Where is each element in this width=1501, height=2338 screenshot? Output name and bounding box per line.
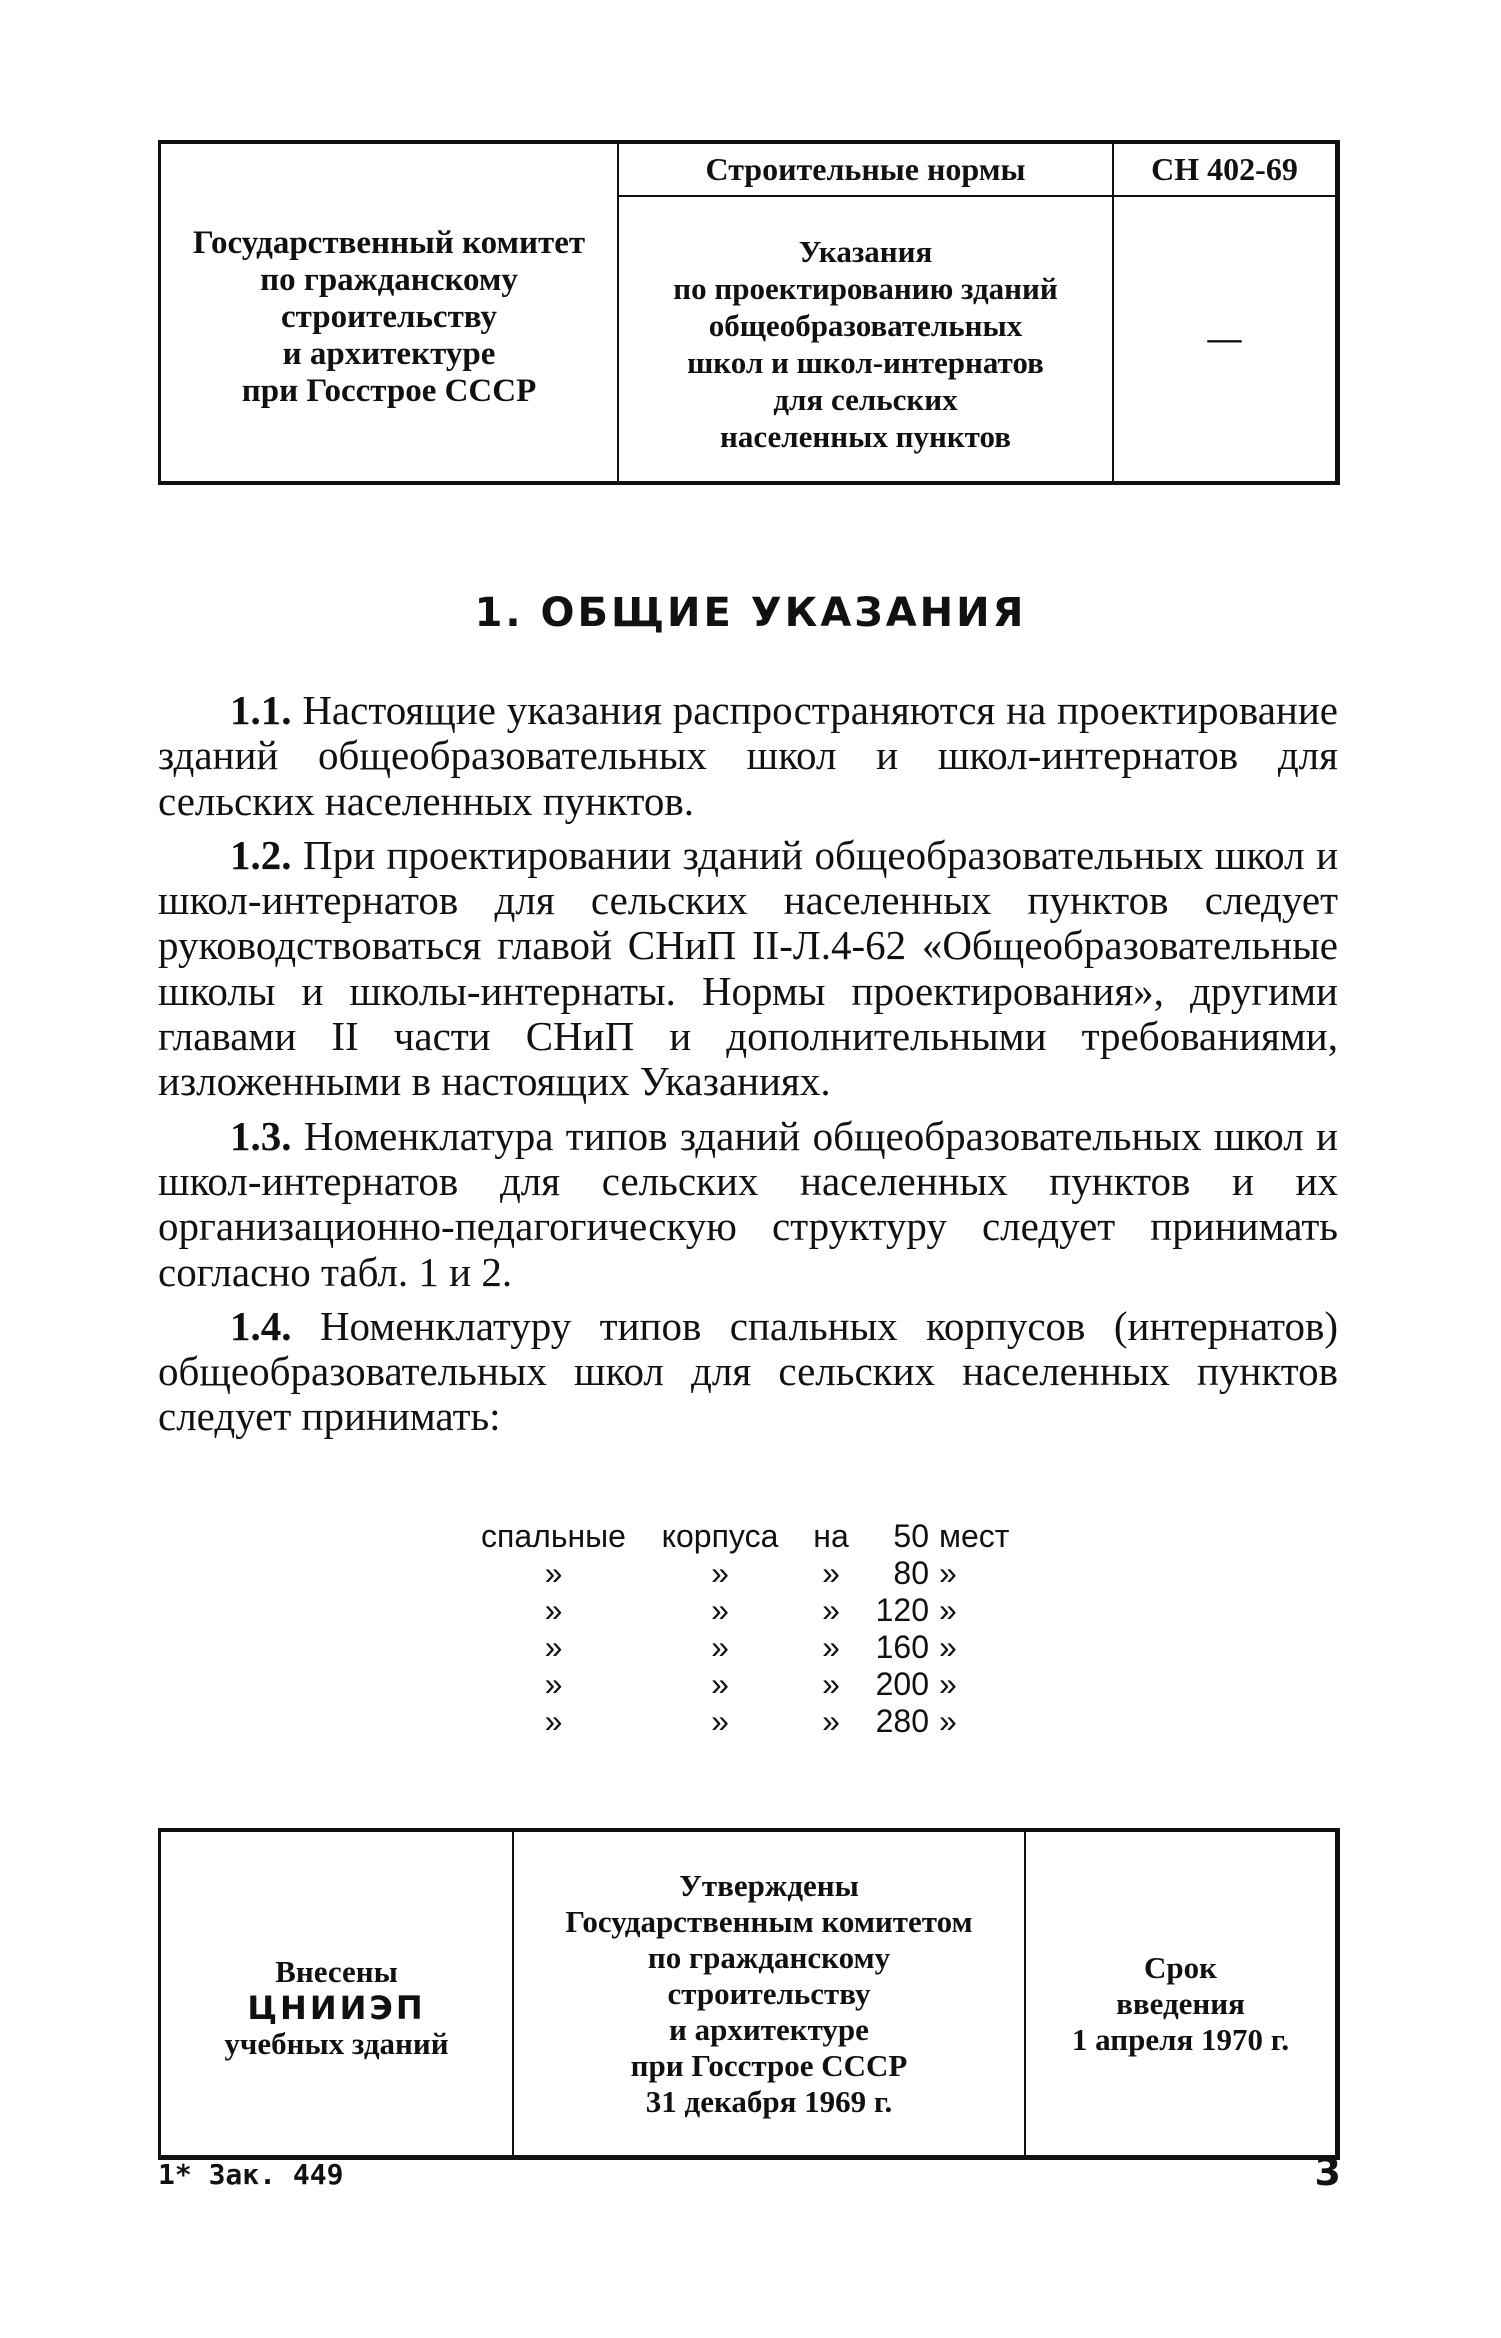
list-cell: 50: [893, 1518, 929, 1554]
code-cell: [1114, 144, 1335, 481]
list-cell: »: [544, 1666, 563, 1702]
list-cell: »: [544, 1629, 563, 1665]
list-cell: »: [939, 1703, 957, 1739]
committee-line: Государственный комитет: [192, 225, 586, 261]
list-row: [470, 1555, 1029, 1592]
section-title: 1. ОБЩИЕ УКАЗАНИЯ: [474, 590, 1027, 636]
list-cell: 120: [875, 1592, 929, 1628]
committee-line: при Госстрое СССР: [241, 373, 537, 409]
list-cell: корпуса: [661, 1518, 779, 1554]
committee-line: строительству: [280, 299, 497, 335]
paragraph-text: При проектировании зданий общеобразовательных школ и школ-интернатов для сельских населенных пунктов следует руководствоваться главой СНиП II-Л.4-62 «Общеобразовательные школы и школы-интернаты. Нормы проектирования», другими главами II части СНиП и дополнительными требованиями, изложенными в настоящих Указаниях.: [158, 831, 1339, 1105]
paragraph-text: Номенклатуру типов спальных корпусов (интернатов) общеобразовательных школ для сельских населенных пунктов следует принимать:: [158, 1302, 1338, 1440]
term-line: 1 апреля 1970 г.: [1071, 2021, 1290, 2057]
norms-label: Строительные нормы: [619, 144, 1112, 197]
term-line: Срок: [1144, 1949, 1217, 1985]
paragraph-number: 1.4.: [230, 1302, 292, 1349]
list-row: [470, 1703, 1029, 1740]
approved-line: при Госстрое СССР: [630, 2047, 908, 2083]
paragraph-1-3: [158, 1114, 1338, 1295]
term-cell: [1026, 1832, 1335, 2165]
title-line: общеобразовательных: [708, 308, 1023, 343]
list-cell: 200: [875, 1666, 929, 1702]
term-line: введения: [1116, 1985, 1245, 2021]
committee-cell: [161, 144, 619, 481]
document-code: СН 402-69: [1114, 144, 1335, 197]
approved-line: Государственным комитетом: [565, 1903, 973, 1939]
list-row: [470, 1629, 1029, 1666]
introduced-sub: учебных зданий: [224, 2025, 449, 2061]
list-cell: 80: [893, 1555, 929, 1591]
introduced-label: Внесены: [275, 1953, 398, 1989]
list-cell: мест: [939, 1518, 1010, 1554]
paragraph-number: 1.1.: [230, 687, 292, 733]
print-order: 1* Зак. 449: [158, 2158, 344, 2191]
list-cell: »: [822, 1703, 840, 1739]
replaces-dash: —: [1207, 320, 1242, 357]
list-cell: »: [711, 1666, 729, 1702]
list-cell: »: [711, 1703, 729, 1739]
document-title: [619, 197, 1112, 455]
paragraph-text: Настоящие указания распространяются на проектирование зданий общеобразовательных школ и школ-интернатов для сельских населенных пунктов.: [158, 687, 1338, 824]
list-cell: »: [822, 1629, 840, 1665]
paragraph-text: Номенклатура типов зданий общеобразовательных школ и школ-интернатов для сельских населенных пунктов и их организационно-педагогическую структуру следует принимать согласно табл. 1 и 2.: [158, 1112, 1339, 1295]
list-cell: »: [939, 1555, 957, 1591]
body-text: [158, 688, 1338, 1449]
introduced-cell: [161, 1832, 514, 2155]
approved-line: по гражданскому: [647, 1939, 891, 1975]
list-cell: »: [711, 1629, 729, 1665]
list-row: [470, 1518, 1029, 1555]
list-cell: »: [711, 1592, 729, 1628]
header-table: [158, 140, 1340, 485]
list-cell: »: [939, 1629, 957, 1665]
dorm-list: [470, 1518, 1029, 1740]
list-cell: »: [544, 1555, 563, 1591]
paragraph-1-1: [158, 688, 1338, 824]
title-line: школ и школ-интернатов: [687, 345, 1044, 380]
list-cell: »: [822, 1555, 840, 1591]
approved-line: и архитектуре: [669, 2011, 869, 2047]
list-cell: »: [939, 1592, 957, 1628]
approved-line: Утверждены: [679, 1867, 859, 1903]
committee-line: по гражданскому: [260, 262, 518, 298]
list-cell: »: [822, 1666, 840, 1702]
list-cell: 160: [875, 1629, 929, 1665]
list-cell: »: [939, 1666, 957, 1702]
list-cell: »: [544, 1592, 563, 1628]
title-line: населенных пунктов: [720, 419, 1011, 454]
title-cell: [619, 144, 1114, 481]
title-line: Указания: [798, 234, 933, 269]
paragraph-number: 1.3.: [230, 1112, 292, 1159]
paragraph-number: 1.2.: [230, 831, 292, 878]
list-cell: »: [711, 1555, 729, 1591]
paragraph-1-2: [158, 833, 1338, 1105]
approved-cell: [514, 1832, 1026, 2155]
committee-line: и архитектуре: [282, 336, 496, 372]
approved-line: строительству: [667, 1975, 871, 2011]
list-cell: на: [813, 1518, 849, 1554]
list-cell: »: [544, 1703, 563, 1739]
list-row: [470, 1666, 1029, 1703]
list-row: [470, 1592, 1029, 1629]
list-cell: 280: [875, 1703, 929, 1739]
title-line: для сельских: [773, 382, 958, 417]
title-line: по проектированию зданий: [673, 271, 1058, 306]
list-cell: спальные: [481, 1518, 626, 1554]
list-cell: »: [822, 1592, 840, 1628]
approved-line: 31 декабря 1969 г.: [645, 2083, 893, 2119]
paragraph-1-4: [158, 1304, 1338, 1440]
approval-table: [158, 1828, 1340, 2160]
page-number: 3: [1314, 2150, 1341, 2194]
introduced-org: ЦНИИЭП: [247, 1988, 426, 2027]
